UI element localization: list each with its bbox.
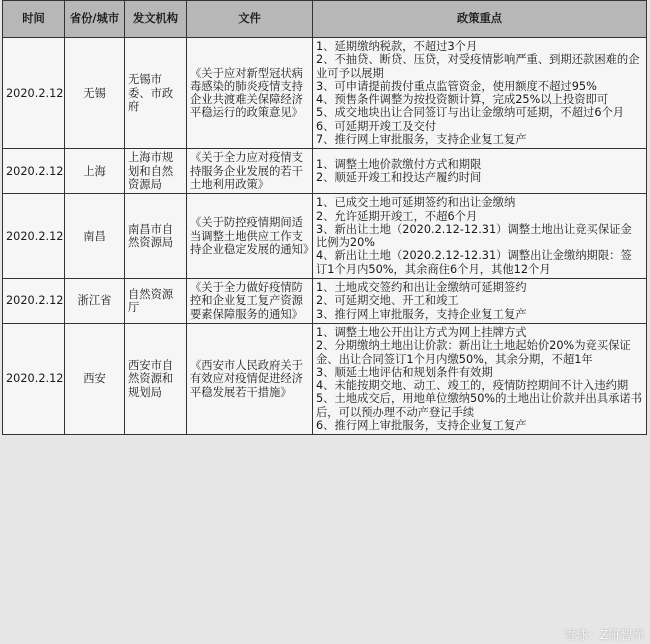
policy-point: 5、成交地块出让合同签订与出让金缴纳可延期，不超过6个月 xyxy=(316,106,625,120)
header-row xyxy=(3,1,647,38)
table-row xyxy=(3,279,647,324)
province-cell: 西安 xyxy=(65,323,125,434)
date-cell: 2020.2.12 xyxy=(3,38,65,149)
policy-point: 3、推行网上审批服务，支持企业复工复产 xyxy=(316,307,527,321)
points-cell xyxy=(313,194,647,279)
table-row xyxy=(3,38,647,149)
policy-point: 7、推行网上审批服务，支持企业复工复产 xyxy=(316,133,527,147)
policy-point: 5、土地成交后，用地单位缴纳50%的土地出让价款并出具承诺书后，可以预办理不动产登记手续 xyxy=(316,392,643,419)
policy-point: 6、推行网上审批服务，支持企业复工复产 xyxy=(316,419,527,433)
watermark: 雪球：Z研智库 xyxy=(563,628,644,642)
policy-point: 2、可延期交地、开工和竣工 xyxy=(316,294,459,308)
date-cell: 2020.2.12 xyxy=(3,194,65,279)
policy-point: 2、分期缴纳土地出让价款：新出让土地起始价20%为竞买保证金、出让合同签订1个月内缴50%，其余分期，不超1年 xyxy=(316,339,631,366)
policy-point: 4、预售条件调整为按投资额计算，完成25%以上投资即可 xyxy=(316,93,609,107)
points-cell xyxy=(313,38,647,149)
policy-point: 1、延期缴纳税款，不超过3个月 xyxy=(316,40,478,53)
doc-cell: 《关于应对新型冠状病毒感染的肺炎疫情支持企业共渡难关保障经济平稳运行的政策意见》 xyxy=(187,38,313,149)
doc-cell: 《关于全力做好疫情防控和企业复工复产资源要素保障服务的通知》 xyxy=(187,279,313,324)
policy-point: 1、已成交土地可延期签约和出让金缴纳 xyxy=(316,196,516,210)
policy-point: 1、土地成交签约和出让金缴纳可延期签约 xyxy=(316,281,527,295)
province-cell: 无锡 xyxy=(65,38,125,149)
org-cell: 南昌市自然资源局 xyxy=(125,194,187,279)
policy-point: 1、调整土地公开出让方式为网上挂牌方式 xyxy=(316,325,527,339)
date-cell: 2020.2.12 xyxy=(3,323,65,434)
points-cell xyxy=(313,323,647,434)
points-cell xyxy=(313,149,647,194)
doc-cell: 《关于全力应对疫情支持服务企业发展的若干土地利用政策》 xyxy=(187,149,313,194)
table-row xyxy=(3,323,647,434)
doc-cell: 《西安市人民政府关于有效应对疫情促进经济平稳发展若干措施》 xyxy=(187,323,313,434)
header-points: 政策重点 xyxy=(313,1,647,38)
policy-point: 3、可申请提前拨付重点监管资金，使用额度不超过95% xyxy=(316,79,597,93)
policy-point: 6、可延期开竣工及交付 xyxy=(316,119,437,133)
doc-cell: 《关于防控疫情期间适当调整土地供应工作支持企业稳定发展的通知》 xyxy=(187,194,313,279)
header-doc: 文件 xyxy=(187,1,313,38)
policy-point: 2、不抽贷、断贷、压贷，对受疫情影响严重、到期还款困难的企业可予以展期 xyxy=(316,53,640,80)
org-cell: 自然资源厅 xyxy=(125,279,187,324)
header-org: 发文机构 xyxy=(125,1,187,38)
province-cell: 南昌 xyxy=(65,194,125,279)
province-cell: 浙江省 xyxy=(65,279,125,324)
header-date: 时间 xyxy=(3,1,65,38)
table-row xyxy=(3,194,647,279)
org-cell: 无锡市委、市政府 xyxy=(125,38,187,149)
policy-point: 3、顺延土地评估和规划条件有效期 xyxy=(316,365,493,379)
policy-point: 4、新出让土地（2020.2.12-12.31）调整出让金缴纳期限：签订1个月内50%，其余商住6个月，其他12个月 xyxy=(316,249,632,276)
table-body xyxy=(3,38,647,435)
table-header xyxy=(3,1,647,38)
policy-point: 4、未能按期交地、动工、竣工的，疫情防控期间不计入违约期 xyxy=(316,379,629,393)
policy-point: 3、新出让土地（2020.2.12-12.31）调整土地出让竞买保证金比例为20% xyxy=(316,222,632,250)
table-row xyxy=(3,149,647,194)
policy-point: 1、调整土地价款缴付方式和期限 xyxy=(316,158,482,172)
org-cell: 西安市自然资源和规划局 xyxy=(125,323,187,434)
header-province: 省份/城市 xyxy=(65,1,125,38)
org-cell: 上海市规划和自然资源局 xyxy=(125,149,187,194)
province-cell: 上海 xyxy=(65,149,125,194)
policy-point: 2、允许延期开竣工，不超6个月 xyxy=(316,209,478,223)
policy-point: 2、顺延开竣工和投达产履约时间 xyxy=(316,171,482,185)
points-cell xyxy=(313,279,647,324)
date-cell: 2020.2.12 xyxy=(3,279,65,324)
policy-table xyxy=(2,0,647,435)
date-cell: 2020.2.12 xyxy=(3,149,65,194)
